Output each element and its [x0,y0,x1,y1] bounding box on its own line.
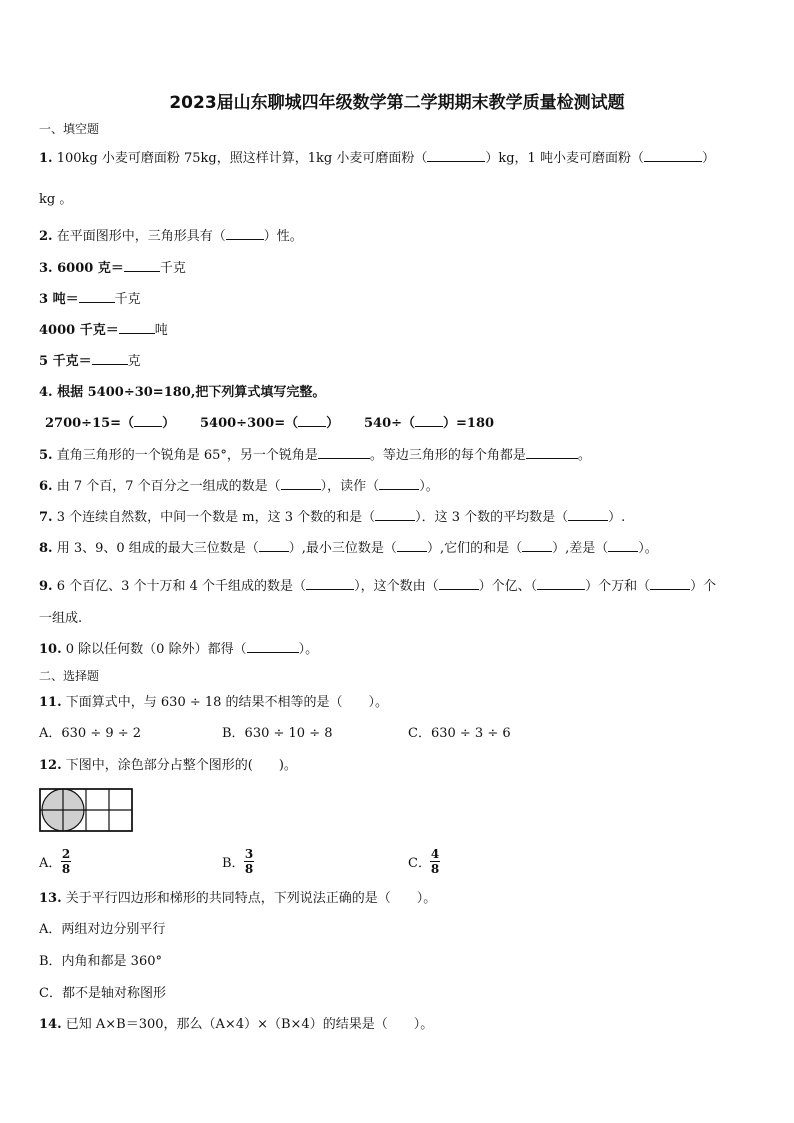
answer-blank[interactable] [134,415,162,427]
option-b[interactable]: B．630 ÷ 10 ÷ 8 [222,726,333,741]
grid-figure [39,788,135,834]
answer-blank[interactable] [92,353,128,365]
option-a[interactable]: A．两组对边分别平行 [39,922,166,937]
section-heading-fill-blank: 一、填空题 [39,122,100,136]
answer-blank[interactable] [226,228,264,240]
option-b[interactable]: B． [222,856,245,871]
question-13: 13. 关于平行四边形和梯形的共同特点，下列说法正确的是（ ）。 [39,891,437,906]
question-7: 7. 3 个连续自然数，中间一个数是 m，这 3 个数的和是（ ）．这 3 个数的平均数是（ ）. [39,510,626,525]
question-3-row-4: 5 千克＝ 克 [39,354,141,369]
option-a[interactable]: A．630 ÷ 9 ÷ 2 [39,726,142,741]
question-8: 8. 用 3、9、0 组成的最大三位数是（ ）,最小三位数是（ ）,它们的和是（ ）,差是（ ）。 [39,541,658,556]
question-9: 9. 6 个百亿、3 个十万和 4 个千组成的数是（ ），这个数由（ ）个亿、（ ）个万和（ ）个 [39,579,717,594]
answer-blank[interactable] [397,540,427,552]
question-1-continued: kg 。 [39,192,73,207]
question-3-row-1: 3. 6000 克＝ 千克 [39,261,186,276]
answer-blank[interactable] [124,260,160,272]
answer-blank[interactable] [281,478,321,490]
answer-blank[interactable] [375,509,415,521]
question-14: 14. 已知 A×B＝300，那么（A×4）×（B×4）的结果是（ ）。 [39,1017,434,1032]
question-11: 11. 下面算式中，与 630 ÷ 18 的结果不相等的是（ ）。 [39,695,389,710]
option-c[interactable]: C．630 ÷ 3 ÷ 6 [408,726,511,741]
answer-blank[interactable] [259,540,289,552]
page-title: 2023届山东聊城四年级数学第二学期期末教学质量检测试题 [169,93,625,113]
option-a[interactable]: A． [39,856,62,871]
answer-blank[interactable] [318,447,370,459]
question-10: 10. 0 除以任何数（0 除外）都得（ ）。 [39,642,319,657]
question-9-continued: 一组成. [39,611,83,626]
question-3-row-2: 3 吨＝ 千克 [39,292,141,307]
question-12: 12. 下图中，涂色部分占整个图形的( )。 [39,758,297,773]
question-2: 2. 在平面图形中，三角形具有（ ）性。 [39,229,303,244]
question-4-item-b: 5400÷300=（ ） [200,416,340,431]
option-c[interactable]: C． [408,856,431,871]
fraction-option-a: 2 8 [61,847,71,876]
answer-blank[interactable] [306,578,354,590]
question-4-item-a: 2700÷15=（ ） [45,416,176,431]
answer-blank[interactable] [608,540,638,552]
answer-blank[interactable] [79,291,115,303]
question-1: 1. 100kg 小麦可磨面粉 75kg，照这样计算，1kg 小麦可磨面粉（ ）kg，1 吨小麦可磨面粉（ ） [39,151,715,166]
answer-blank[interactable] [415,415,443,427]
answer-blank[interactable] [247,641,299,653]
question-5: 5. 直角三角形的一个锐角是 65°，另一个锐角是 。等边三角形的每个角都是 。 [39,448,591,463]
answer-blank[interactable] [526,447,578,459]
question-number: 1. [39,151,53,166]
question-6: 6. 由 7 个百，7 个百分之一组成的数是（ ），读作（ ）。 [39,479,439,494]
answer-blank[interactable] [650,578,690,590]
answer-blank[interactable] [427,150,485,162]
answer-blank[interactable] [119,322,155,334]
question-3-row-3: 4000 千克＝ 吨 [39,323,168,338]
section-heading-choice: 二、选择题 [39,669,100,683]
question-4-item-c: 540÷（ ）=180 [364,416,495,431]
answer-blank[interactable] [644,150,702,162]
answer-blank[interactable] [439,578,479,590]
option-c[interactable]: C．都不是轴对称图形 [39,986,166,1001]
option-b[interactable]: B．内角和都是 360° [39,954,162,969]
answer-blank[interactable] [537,578,585,590]
answer-blank[interactable] [379,478,419,490]
question-4: 4. 根据 5400÷30=180,把下列算式填写完整。 [39,385,326,400]
answer-blank[interactable] [298,415,326,427]
answer-blank[interactable] [568,509,608,521]
fraction-option-c: 4 8 [430,847,440,876]
answer-blank[interactable] [522,540,552,552]
fraction-option-b: 3 8 [244,847,254,876]
